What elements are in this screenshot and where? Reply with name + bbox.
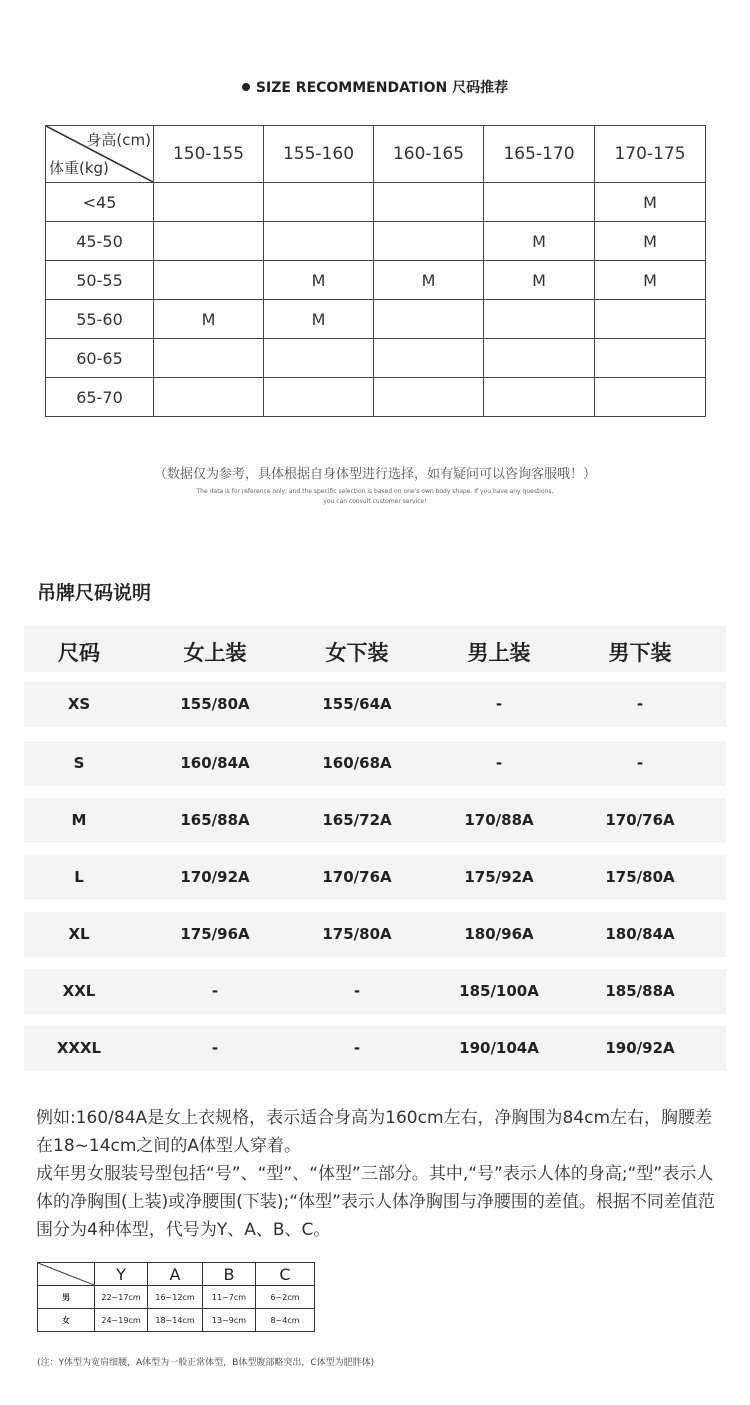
body-type-header: A: [148, 1263, 203, 1286]
height-range-header: 160-165: [374, 126, 484, 183]
size-cell: [154, 339, 264, 378]
size-spec-cell: 155/64A: [322, 695, 392, 713]
size-cell: [484, 378, 595, 417]
gender-cell: 男: [38, 1286, 95, 1309]
body-type-header: B: [203, 1263, 256, 1286]
table-row: [46, 378, 706, 417]
size-cell: [595, 378, 706, 417]
weight-range-cell: <45: [46, 183, 154, 222]
bullet-dot-icon: [242, 83, 250, 91]
size-cell: [154, 183, 264, 222]
table-row: [38, 1309, 315, 1332]
size-spec-cell: -: [353, 1039, 361, 1057]
size-explanation: 例如:160/84A是女上衣规格，表示适合身高为160cm左右，净胸围为84cm左右，胸腰差在18~14cm之间的A体型人穿着。 成年男女服装号型包括“号”、“型”、“体型”三部分。其中,“号”表示人体的身高;“型”表示人体的净胸围(上装)或净腰围(下装);“体型”表示人体净胸围与净腰围的差值。根据不同差值范围分为4种体型，代号为Y、A、B、C。: [36, 1108, 715, 1240]
size-spec-cell: -: [211, 982, 219, 1000]
size-cell: M: [154, 300, 264, 339]
table-row: [46, 261, 706, 300]
table-row: [46, 300, 706, 339]
size-spec-cell: 155/80A: [180, 695, 250, 713]
size-spec-cell: 175/92A: [464, 868, 534, 886]
height-range-header: 150-155: [154, 126, 264, 183]
table-corner-cell: [38, 1263, 95, 1286]
size-spec-cell: 180/84A: [605, 925, 675, 943]
size-spec-cell: 175/80A: [322, 925, 392, 943]
tag-table-header: 男下装: [608, 641, 672, 665]
range-cell: 6~2cm: [256, 1286, 315, 1309]
size-cell: M: [264, 261, 374, 300]
size-spec-cell: -: [211, 1039, 219, 1057]
tag-size-title: 吊牌尺码说明: [37, 582, 152, 604]
size-spec-cell: 190/92A: [605, 1039, 675, 1057]
range-cell: 11~7cm: [203, 1286, 256, 1309]
size-spec-cell: -: [353, 982, 361, 1000]
range-cell: 22~17cm: [95, 1286, 148, 1309]
size-cell: M: [374, 261, 484, 300]
size-cell: [264, 378, 374, 417]
table-row: [46, 339, 706, 378]
size-label-cell: S: [73, 754, 85, 772]
size-cell: [154, 261, 264, 300]
weight-range-cell: 60-65: [46, 339, 154, 378]
size-spec-cell: 170/92A: [180, 868, 250, 886]
size-spec-cell: -: [495, 754, 503, 772]
size-cell: M: [264, 300, 374, 339]
table-row: [38, 1286, 315, 1309]
reference-note-cn: （数据仅为参考，具体根据自身体型进行选择，如有疑问可以咨询客服哦！）: [153, 467, 596, 482]
size-cell: [374, 300, 484, 339]
diagonal-line-icon: [38, 1263, 94, 1285]
body-type-footnote: (注：Y体型为宽肩细腰，A体型为一般正常体型，B体型腹部略突出，C体型为肥胖体): [37, 1358, 375, 1368]
gender-cell: 女: [38, 1309, 95, 1332]
size-cell: [264, 183, 374, 222]
size-cell: M: [484, 261, 595, 300]
range-cell: 18~14cm: [148, 1309, 203, 1332]
size-spec-cell: 170/88A: [464, 811, 534, 829]
size-spec-cell: 165/88A: [180, 811, 250, 829]
size-cell: M: [484, 222, 595, 261]
table-row: [46, 222, 706, 261]
size-spec-cell: 170/76A: [322, 868, 392, 886]
size-spec-cell: 185/88A: [605, 982, 675, 1000]
size-cell: [154, 222, 264, 261]
range-cell: 24~19cm: [95, 1309, 148, 1332]
tag-table-header: 女下装: [325, 641, 389, 665]
size-cell: [374, 183, 484, 222]
height-range-header: 170-175: [595, 126, 706, 183]
size-spec-cell: -: [636, 754, 644, 772]
size-cell: [484, 339, 595, 378]
size-label-cell: XXL: [62, 982, 96, 1000]
table-header-row: [46, 126, 706, 183]
size-cell: [595, 339, 706, 378]
size-label-cell: XXXL: [56, 1039, 102, 1057]
size-cell: [374, 339, 484, 378]
size-spec-cell: -: [636, 695, 644, 713]
tag-table-header: 女上装: [183, 641, 247, 665]
size-cell: M: [595, 261, 706, 300]
height-range-header: 165-170: [484, 126, 595, 183]
size-spec-cell: 170/76A: [605, 811, 675, 829]
table-header-row: [38, 1263, 315, 1286]
range-cell: 8~4cm: [256, 1309, 315, 1332]
body-type-table: [37, 1262, 315, 1332]
size-cell: [264, 222, 374, 261]
size-cell: [264, 339, 374, 378]
weight-axis-label: 体重(kg): [49, 159, 109, 177]
size-cell: [154, 378, 264, 417]
size-label-cell: M: [71, 811, 87, 829]
size-spec-cell: 190/104A: [459, 1039, 539, 1057]
size-spec-cell: 165/72A: [322, 811, 392, 829]
size-spec-cell: 180/96A: [464, 925, 534, 943]
size-cell: [374, 378, 484, 417]
height-axis-label: 身高(cm): [86, 131, 151, 149]
reference-note-en: The data is for reference only, and the specific selection is based on one's own body shape. If you have any questions, you can consult customer service!: [196, 488, 554, 505]
size-cell: M: [595, 183, 706, 222]
table-row: [46, 183, 706, 222]
range-cell: 16~12cm: [148, 1286, 203, 1309]
size-cell: [484, 300, 595, 339]
size-label-cell: XL: [68, 925, 90, 943]
size-spec-cell: 175/96A: [180, 925, 250, 943]
size-label-cell: XS: [67, 695, 91, 713]
body-type-header: Y: [95, 1263, 148, 1286]
tag-table-header: 男上装: [467, 641, 531, 665]
size-spec-cell: 185/100A: [459, 982, 539, 1000]
weight-range-cell: 55-60: [46, 300, 154, 339]
range-cell: 13~9cm: [203, 1309, 256, 1332]
height-range-header: 155-160: [264, 126, 374, 183]
size-recommendation-table: [45, 125, 706, 417]
weight-range-cell: 65-70: [46, 378, 154, 417]
size-label-cell: L: [74, 868, 84, 886]
size-spec-cell: 175/80A: [605, 868, 675, 886]
weight-range-cell: 45-50: [46, 222, 154, 261]
recommendation-title: SIZE RECOMMENDATION 尺码推荐: [0, 77, 750, 97]
size-spec-cell: 160/68A: [322, 754, 392, 772]
size-cell: [484, 183, 595, 222]
size-spec-cell: 160/84A: [180, 754, 250, 772]
size-cell: [595, 300, 706, 339]
table-corner-cell: [46, 126, 154, 183]
size-spec-cell: -: [495, 695, 503, 713]
size-cell: M: [595, 222, 706, 261]
weight-range-cell: 50-55: [46, 261, 154, 300]
body-type-header: C: [256, 1263, 315, 1286]
tag-table-header: 尺码: [58, 641, 100, 665]
size-cell: [374, 222, 484, 261]
